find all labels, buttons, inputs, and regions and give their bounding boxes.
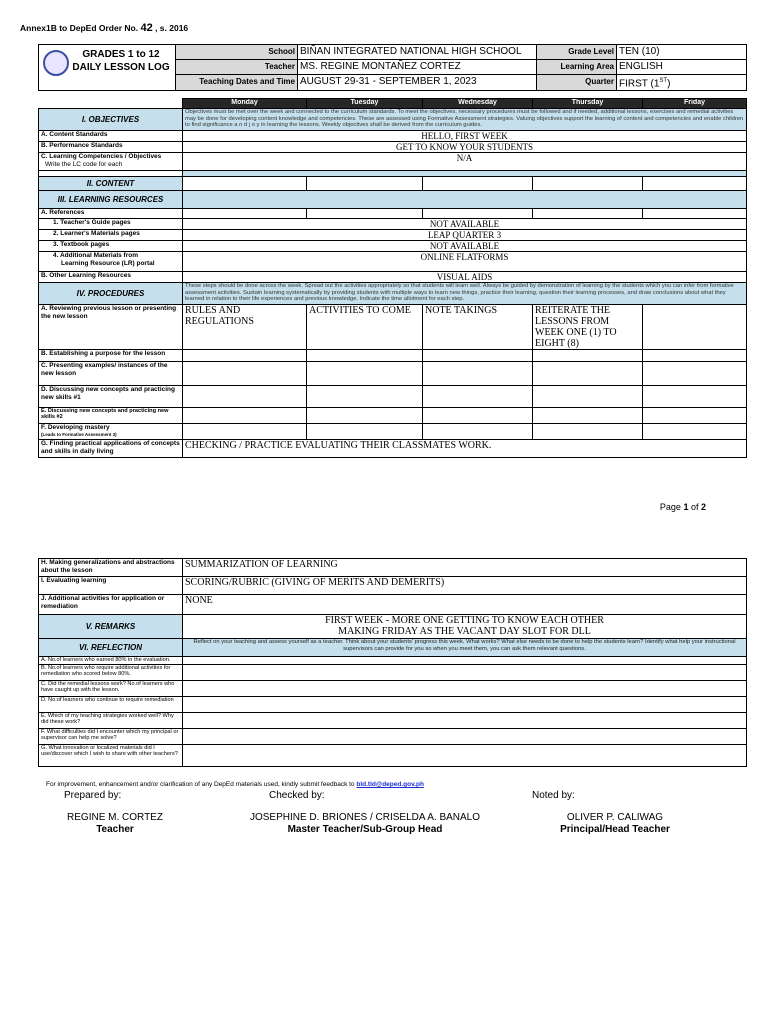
page-number: Page 1 of 2 [659,502,706,512]
procedure-f-label: F. Developing mastery (Leads to Formative Assessment 3) [39,424,183,440]
noted-by-role: Principal/Head Teacher [560,824,670,835]
checked-by-role: Master Teacher/Sub-Group Head [287,824,443,835]
reflection-instructions: Reflect on your teaching and assess yourself as a teacher. Think about your students' progress this week. What works? What else needs to be done to help the students learn? Identify what help your instructional supervisors can provide for you so when you meet them, you can ask them relevant questions. [183,639,747,657]
procedure-g-value: CHECKING / PRACTICE EVALUATING THEIR CLASSMATES WORK. [183,440,747,458]
procedure-i-label: I. Evaluating learning [39,577,183,595]
deped-seal-icon [43,50,69,76]
annex-reference: Annex1B to DepEd Order No. 42 , s. 2016 [20,22,189,34]
procedure-a-tuesday: ACTIVITIES TO COME [307,305,423,350]
prepared-by-label: Prepared by: [64,790,122,801]
procedure-d-label: D. Discussing new concepts and practicing new skills #1 [39,386,183,408]
reflection-c-label: C. Did the remedial lessons work? No.of learners who have caught up with the lesson. [39,681,183,697]
quarter-value: FIRST (1ST) [617,75,747,91]
checked-by-name: JOSEPHINE D. BRIONES / CRISELDA A. BANALO [249,812,481,823]
procedure-c-label: C. Presenting examples/ instances of the new lesson [39,362,183,386]
procedure-a-wednesday: NOTE TAKINGS [423,305,533,350]
lesson-log-table [38,98,747,458]
references-label: A. References [39,209,183,219]
noted-by-name: OLIVER P. CALIWAG [566,812,664,823]
school-label: School [176,45,298,60]
content-standards-label: A. Content Standards [39,131,183,142]
reflection-a-label: A. No.of learners who earned 80% in the evaluation. [39,657,183,665]
day-tuesday: Tuesday [307,99,423,109]
teaching-dates-label: Teaching Dates and Time [176,75,298,91]
performance-standards-value: GET TO KNOW YOUR STUDENTS [183,142,747,153]
prepared-by-role: Teacher [96,824,134,835]
feedback-note: For improvement, enhancement and/or clarification of any DepEd materials used, kindly submit feedback to bld.tld@deped.gov.ph [46,781,424,788]
content-heading: II. CONTENT [39,177,183,191]
procedure-h-value: SUMMARIZATION OF LEARNING [183,559,747,577]
textbook-pages-value: NOT AVAILABLE [183,241,747,252]
prepared-by-name: REGINE M. CORTEZ [67,812,163,823]
additional-materials-label: 4. Additional Materials from Learning Resource (LR) portal [39,252,183,272]
school-value: BIÑAN INTEGRATED NATIONAL HIGH SCHOOL [298,45,537,60]
days-header-row [39,99,747,109]
feedback-email-link[interactable]: bld.tld@deped.gov.ph [356,781,424,788]
grade-level-value: TEN (10) [617,45,747,60]
procedure-g-label: G. Finding practical applications of concepts and skills in daily living [39,440,183,458]
day-thursday: Thursday [533,99,643,109]
checked-by-label: Checked by: [269,790,325,801]
teacher-value: MS. REGINE MONTAÑEZ CORTEZ [298,60,537,75]
lesson-log-table-page-2 [38,558,747,767]
content-standards-value: HELLO, FIRST WEEK [183,131,747,142]
learners-materials-value: LEAP QUARTER 3 [183,230,747,241]
other-resources-value: VISUAL AIDS [183,272,747,283]
teacher-label: Teacher [176,60,298,75]
day-monday: Monday [183,99,307,109]
procedure-a-thursday: REITERATE THE LESSONS FROM WEEK ONE (1) TO EIGHT (8) [533,305,643,350]
dll-title: GRADES 1 to 12 DAILY LESSON LOG [39,45,176,91]
learning-resources-heading: III. LEARNING RESOURCES [39,191,183,209]
reflection-e-label: E. Which of my teaching strategies worked well? Why did these work? [39,713,183,729]
other-resources-label: B. Other Learning Resources [39,272,183,283]
quarter-label: Quarter [537,75,617,91]
objectives-instructions: Objectives must be met over the week and connected to the curriculum standards. To meet the objectives, necessary procedures must be followed and if needed, additional lessons, exercises and remedial activities may be done for developing content knowledge and competencies. These are assessed using Formative Assessment strategies. Valuing objectives support the learning of content and competencies and enable children to find significance a n d j o y in learning the lessons. Weekly objectives shall be derived from the curriculum guides. [183,109,747,131]
reflection-g-label: G. What innovation or localized materials did I use/discover which I wish to share with other teachers? [39,745,183,767]
additional-materials-value: ONLINE FLATFORMS [183,252,747,272]
noted-by-label: Noted by: [532,790,575,801]
objectives-heading: I. OBJECTIVES [39,109,183,131]
remarks-heading: V. REMARKS [39,615,183,639]
procedure-a-monday: RULES AND REGULATIONS [183,305,307,350]
reflection-d-label: D. No.of learners who continue to require remediation [39,697,183,713]
procedures-instructions: These steps should be done across the week. Spread out the activities appropriately so that students will learn well. Always be guided by demonstration of learning by the students which you can infer from formative assessment activities. Sustain learning systematically by providing students with multiple ways to learn new things, practice their learning, question their learning processes, and draw conclusions about what they learned in relation to their life experiences and previous knowledge. Indicate the time allotment for each step. [183,283,747,305]
textbook-pages-label: 3. Textbook pages [39,241,183,252]
day-friday: Friday [643,99,747,109]
day-wednesday: Wednesday [423,99,533,109]
learning-competencies-label: C. Learning Competencies / Objectives Write the LC code for each [39,153,183,171]
teachers-guide-value: NOT AVAILABLE [183,219,747,230]
learning-area-value: ENGLISH [617,60,747,75]
header-table [38,44,747,91]
procedure-b-label: B. Establishing a purpose for the lesson [39,350,183,362]
teaching-dates-value: AUGUST 29-31 - SEPTEMBER 1, 2023 [298,75,537,91]
learning-area-label: Learning Area [537,60,617,75]
procedure-i-value: SCORING/RUBRIC (GIVING OF MERITS AND DEMERITS) [183,577,747,595]
procedure-j-label: J. Additional activities for application or remediation [39,595,183,615]
reflection-heading: VI. REFLECTION [39,639,183,657]
learning-competencies-value: N/A [183,153,747,171]
teachers-guide-label: 1. Teacher's Guide pages [39,219,183,230]
reflection-f-label: F. What difficulties did I encounter which my principal or supervisor can help me solve? [39,729,183,745]
procedure-h-label: H. Making generalizations and abstractions about the lesson [39,559,183,577]
remarks-value: FIRST WEEK - MORE ONE GETTING TO KNOW EACH OTHER MAKING FRIDAY AS THE VACANT DAY SLOT FOR DLL [183,615,747,639]
procedure-a-label: A. Reviewing previous lesson or presenting the new lesson [39,305,183,350]
procedure-j-value: NONE [183,595,747,615]
learners-materials-label: 2. Learner's Materials pages [39,230,183,241]
procedures-heading: IV. PROCEDURES [39,283,183,305]
reflection-b-label: B. No.of learners who require additional activities for remediation who scored below 80%. [39,665,183,681]
procedure-e-label: E. Discussing new concepts and practicing new skills #2 [39,408,183,424]
order-number: 42 [140,22,153,34]
grade-level-label: Grade Level [537,45,617,60]
performance-standards-label: B. Performance Standards [39,142,183,153]
